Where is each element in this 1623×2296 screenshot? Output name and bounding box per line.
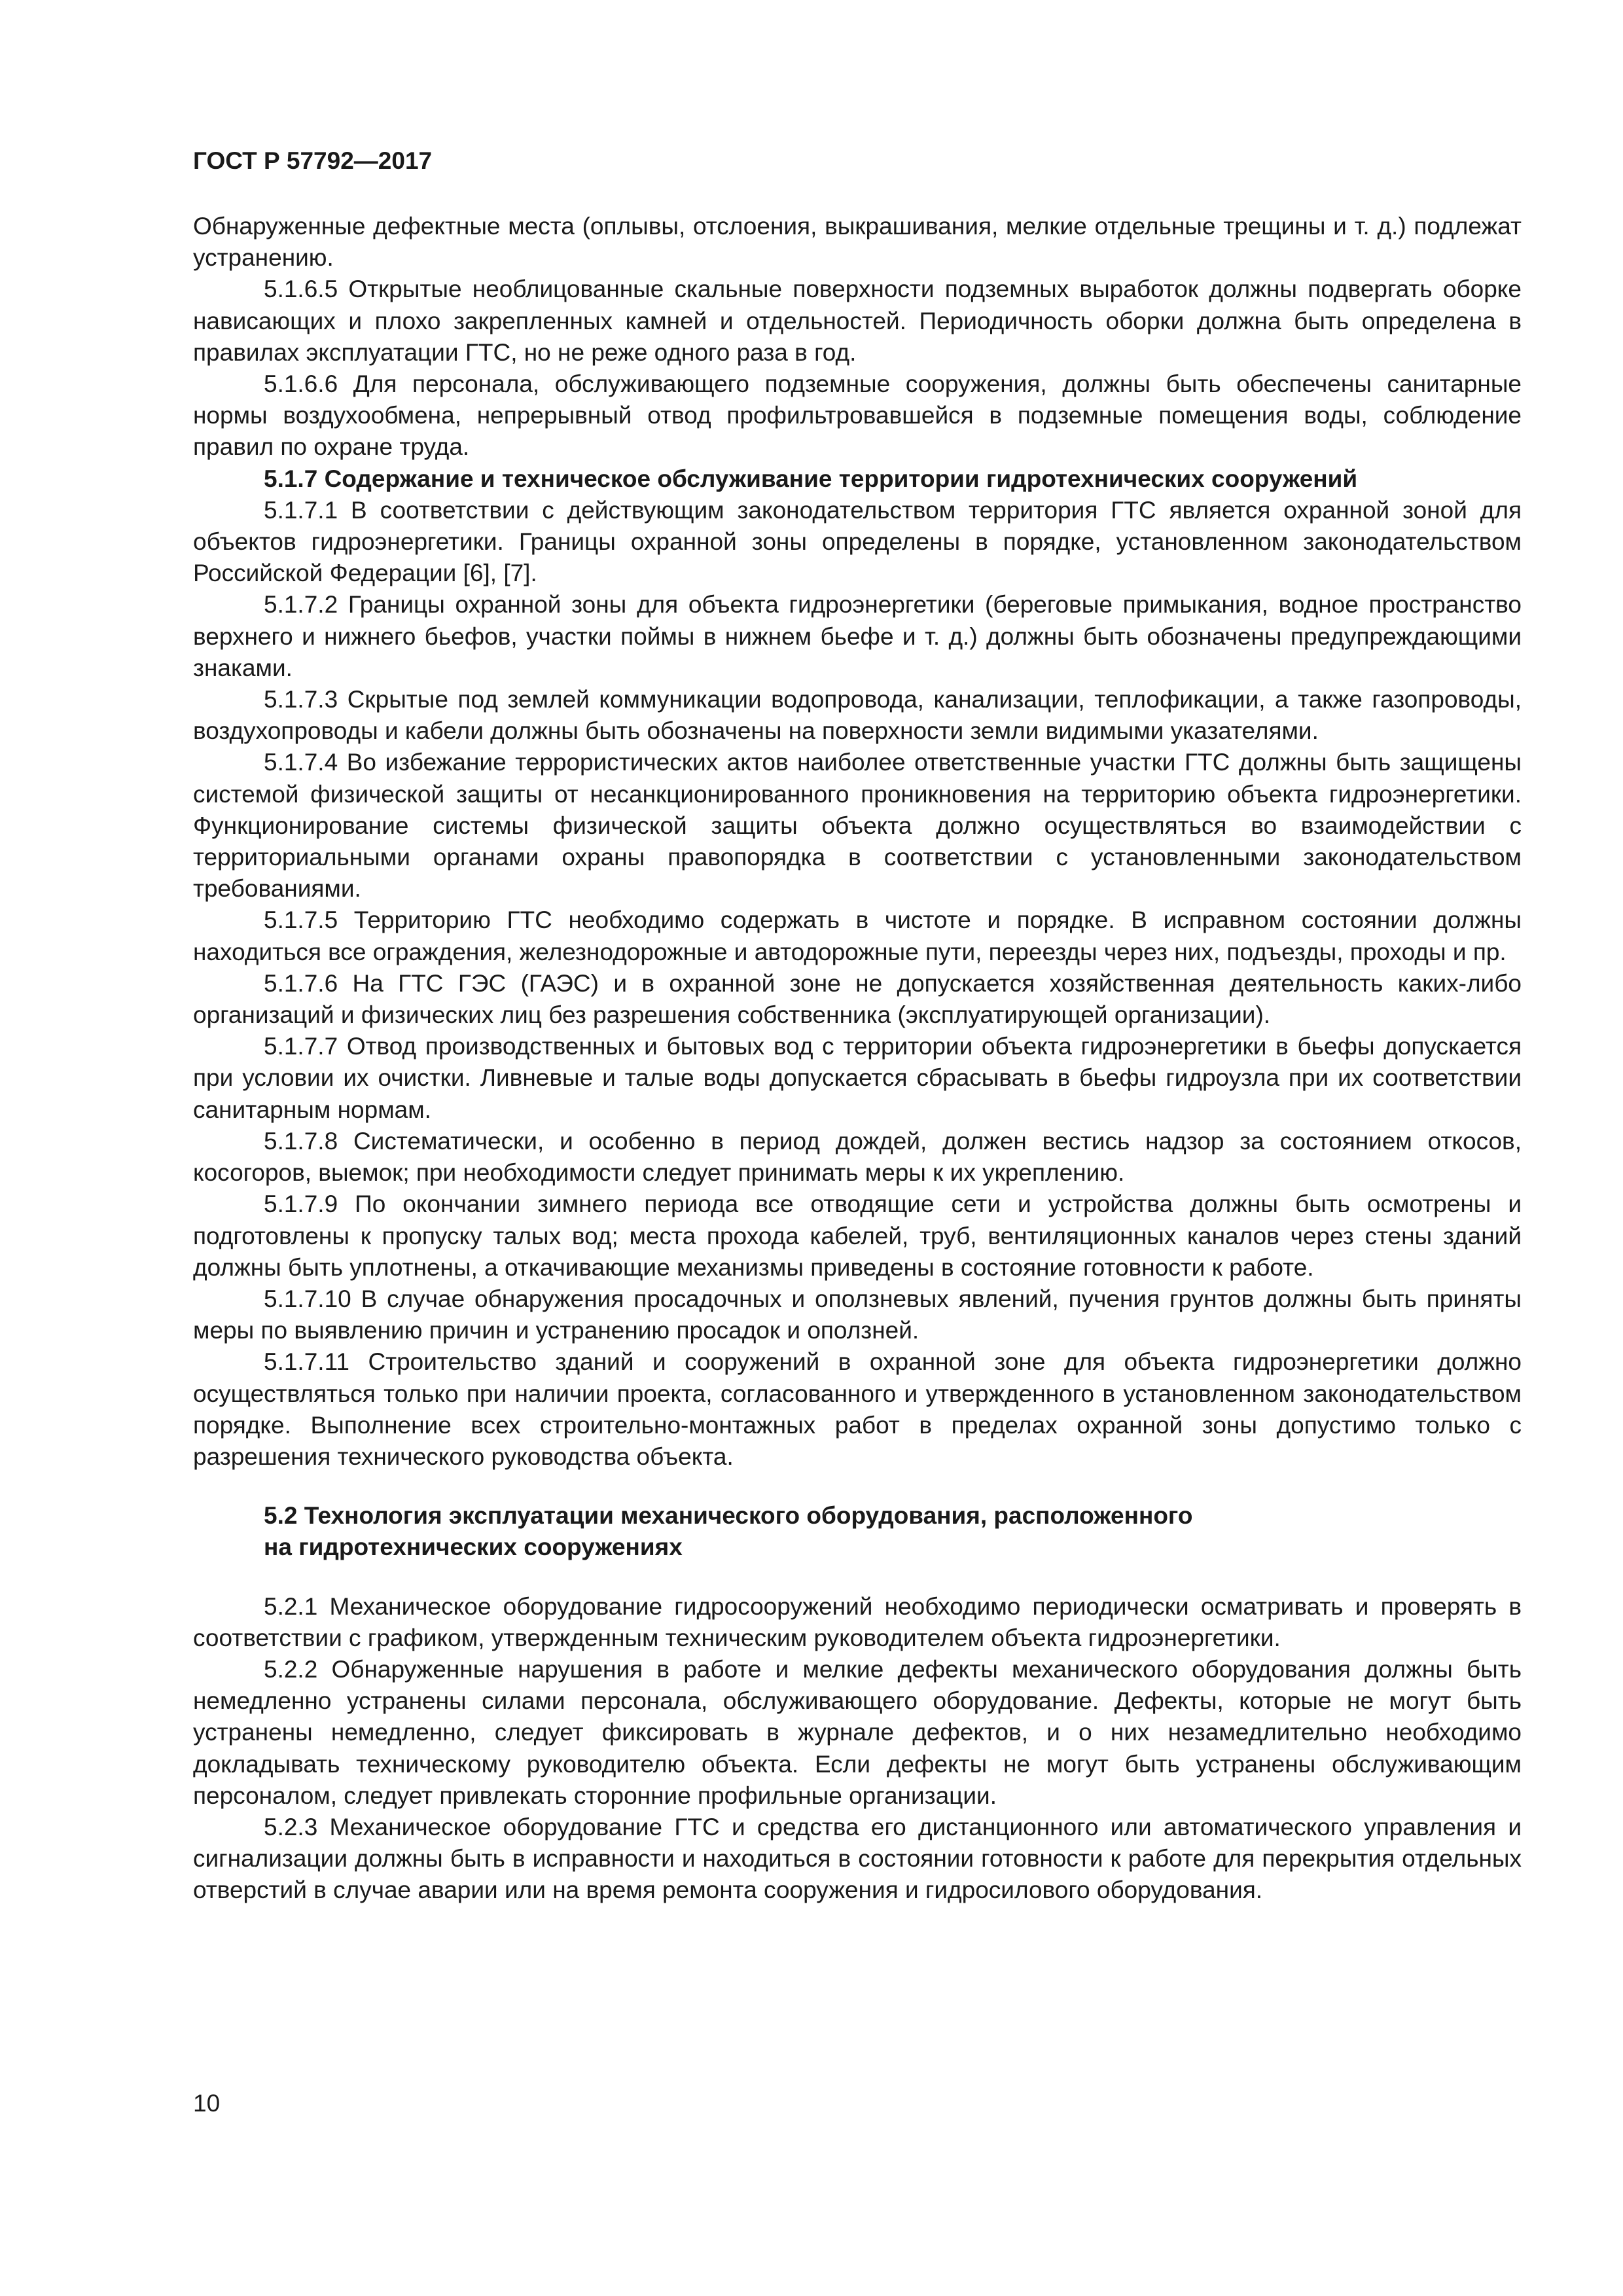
document-code-header: ГОСТ Р 57792—2017 (193, 147, 433, 174)
paragraph-continuation: Обнаруженные дефектные места (оплывы, отслоения, выкрашивания, мелкие отдельные трещины и т. д.) подлежат устранению. (193, 213, 1522, 272)
subsection-heading-5-1-7: 5.1.7 Содержание и техническое обслуживание территории гидротехнических сооружений (264, 465, 1358, 492)
paragraph-5-1-7-11: 5.1.7.11 Строительство зданий и сооружений в охранной зоне для объекта гидроэнергетики должно осуществляться только при наличии проекта, согласованного и утвержденного в установленном законодательством порядке. Выполнение всех строительно-монтажных работ в пределах охранной зоны допустимо только с разрешения технического руководства объекта. (193, 1348, 1522, 1470)
paragraph-5-2-3: 5.2.3 Механическое оборудование ГТС и средства его дистанционного или автоматического управления и сигнализации должны быть в исправности и находиться в состоянии готовности к работе для перекрытия отдельных отверстий в случае аварии или на время ремонта сооружения и гидросилового оборудования. (193, 1813, 1522, 1904)
paragraph-5-1-7-2: 5.1.7.2 Границы охранной зоны для объекта гидроэнергетики (береговые примыкания, водное пространство верхнего и нижнего бьефов, участки поймы в нижнем бьефе и т. д.) должны быть обозначены предупреждающими знаками. (193, 591, 1522, 681)
page-number: 10 (193, 2090, 221, 2117)
paragraph-5-1-7-1: 5.1.7.1 В соответствии с действующим законодательством территория ГТС является охранной зоной для объектов гидроэнергетики. Границы охранной зоны определены в порядке, установленном законодательством Российской Федерации [6], [7]. (193, 496, 1522, 587)
document-body (193, 211, 1522, 1907)
paragraph-5-1-7-8: 5.1.7.8 Систематически, и особенно в период дождей, должен вестись надзор за состоянием откосов, косогоров, выемок; при необходимости следует принимать меры к их укреплению. (193, 1127, 1522, 1187)
section-heading-5-2 (193, 1500, 1522, 1563)
section-heading-5-2-line-1: 5.2 Технология эксплуатации механического оборудования, расположенного (264, 1502, 1193, 1530)
paragraph-5-1-7-4: 5.1.7.4 Во избежание террористических актов наиболее ответственные участки ГТС должны быть защищены системой физической защиты от несанкционированного проникновения на территорию объекта гидроэнергетики. Функционирование системы физической защиты объекта должно осуществляться во взаимодействии с территориальными органами охраны правопорядка в соответствии с установленными законодательством требованиями. (193, 749, 1522, 903)
paragraph-5-1-6-6: 5.1.6.6 Для персонала, обслуживающего подземные сооружения, должны быть обеспечены санитарные нормы воздухообмена, непрерывный отвод профильтровавшейся в подземные помещения воды, соблюдение правил по охране труда. (193, 370, 1522, 461)
paragraph-5-1-7-6: 5.1.7.6 На ГТС ГЭС (ГАЭС) и в охранной зоне не допускается хозяйственная деятельность каких-либо организаций и физических лиц без разрешения собственника (эксплуатирующей организации). (193, 969, 1522, 1029)
paragraph-5-1-7-5: 5.1.7.5 Территорию ГТС необходимо содержать в чистоте и порядке. В исправном состоянии должны находиться все ограждения, железнодорожные и автодорожные пути, переезды через них, подъезды, проходы и пр. (193, 906, 1522, 965)
paragraph-5-1-7-3: 5.1.7.3 Скрытые под землей коммуникации водопровода, канализации, теплофикации, а также газопроводы, воздухопроводы и кабели должны быть обозначены на поверхности земли видимыми указателями. (193, 686, 1522, 745)
paragraph-5-2-1: 5.2.1 Механическое оборудование гидросооружений необходимо периодически осматривать и проверять в соответствии с графиком, утвержденным техническим руководителем объекта гидроэнергетики. (193, 1592, 1522, 1651)
paragraph-5-1-7-10: 5.1.7.10 В случае обнаружения просадочных и оползневых явлений, пучения грунтов должны быть приняты меры по выявлению причин и устранению просадок и оползней. (193, 1285, 1522, 1344)
paragraph-5-2-2: 5.2.2 Обнаруженные нарушения в работе и мелкие дефекты механического оборудования должны быть немедленно устранены силами персонала, обслуживающего оборудование. Дефекты, которые не могут быть устранены немедленно, следует фиксировать в журнале дефектов, и о них незамедлительно необходимо докладывать техническому руководителю объекта. Если дефекты не могут быть устранены обслуживающим персоналом, следует привлекать сторонние профильные организации. (193, 1655, 1522, 1809)
paragraph-5-1-6-5: 5.1.6.5 Открытые необлицованные скальные поверхности подземных выработок должны подвергать оборке нависающих и плохо закрепленных камней и отдельностей. Периодичность оборки должна быть определена в правилах эксплуатации ГТС, но не реже одного раза в год. (193, 276, 1522, 366)
paragraph-5-1-7-9: 5.1.7.9 По окончании зимнего периода все отводящие сети и устройства должны быть осмотрены и подготовлены к пропуску талых вод; места прохода кабелей, труб, вентиляционных каналов через стены зданий должны быть уплотнены, а откачивающие механизмы приведены в состояние готовности к работе. (193, 1191, 1522, 1281)
paragraph-5-1-7-7: 5.1.7.7 Отвод производственных и бытовых вод с территории объекта гидроэнергетики в бьефы допускается при условии их очистки. Ливневые и талые воды допускается сбрасывать в бьефы гидроузла при их соответствии санитарным нормам. (193, 1033, 1522, 1123)
section-heading-5-2-line-2: на гидротехнических сооружениях (264, 1534, 683, 1561)
